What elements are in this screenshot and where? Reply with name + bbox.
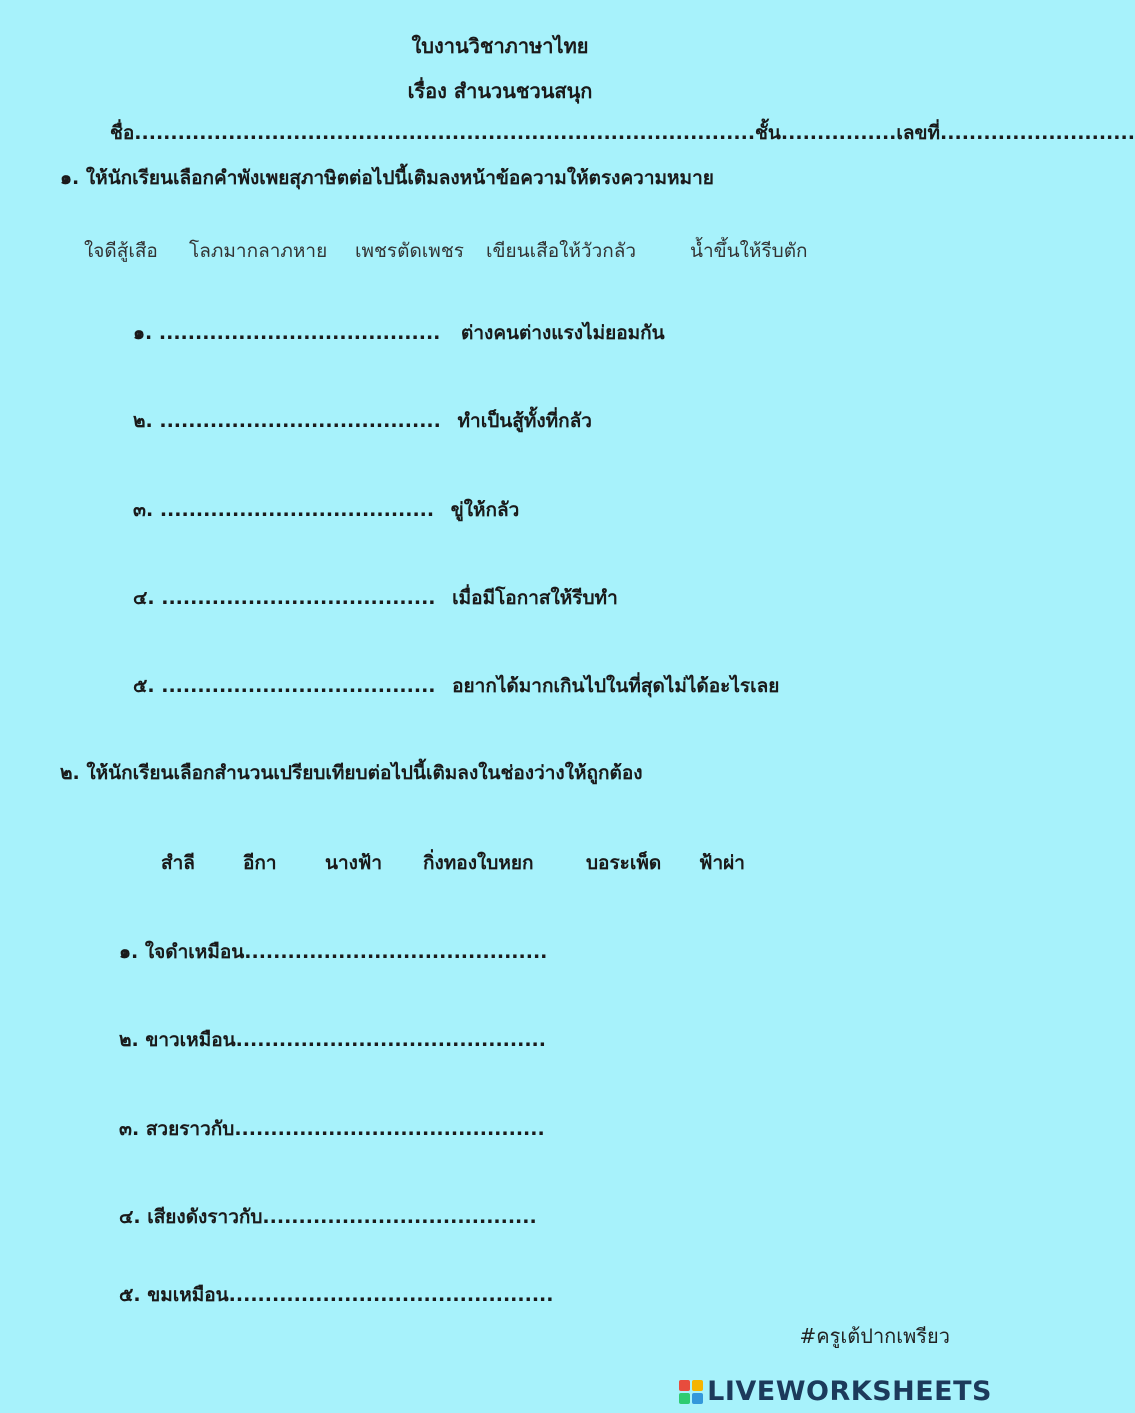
item-number: ๑. <box>133 322 153 344</box>
item-meaning: เมื่อมีโอกาสให้รีบทำ <box>452 587 618 609</box>
student-info-line: ชื่อ......................................................................................ชั้น................เลขที่........................... <box>110 122 1135 144</box>
section1-item-3 <box>133 495 519 525</box>
section2-bank-word-6: ฟ้าผ่า <box>699 852 745 874</box>
item-meaning: ขู่ให้กลัว <box>450 499 520 521</box>
section1-bank-word-5: น้ำขึ้นให้รีบตัก <box>690 240 808 262</box>
section1-item-5 <box>133 671 779 701</box>
section1-item-2 <box>133 406 592 436</box>
section2-item-2[interactable]: ๒. ขาวเหมือน........................................... <box>119 1029 546 1051</box>
section2-item-1[interactable]: ๑. ใจดำเหมือน.......................................... <box>119 941 548 963</box>
item-number: ๔. <box>133 587 155 609</box>
section2-item-4[interactable]: ๔. เสียงดังราวกับ...................................... <box>119 1206 537 1228</box>
section1-bank-word-2: โลภมากลาภหาย <box>189 240 328 262</box>
item-meaning: ต่างคนต่างแรงไม่ยอมกัน <box>461 322 665 344</box>
item-number: ๒. <box>133 410 153 432</box>
item-number: ๕. <box>133 675 155 697</box>
section1-instruction: ๑. ให้นักเรียนเลือกคำพังเพยสุภาษิตต่อไปนี้เติมลงหน้าข้อความให้ตรงความหมาย <box>60 167 714 189</box>
worksheet-title: ใบงานวิชาภาษาไทย <box>411 34 589 58</box>
worksheet-subtitle: เรื่อง สำนวนชวนสนุก <box>407 79 593 103</box>
liveworksheets-logo-icon <box>679 1380 703 1404</box>
answer-blank[interactable]: ...................................... <box>159 499 435 521</box>
section1-bank-word-1: ใจดีสู้เสือ <box>84 240 158 262</box>
answer-blank[interactable]: ...................................... <box>161 675 436 697</box>
item-meaning: อยากได้มากเกินไปในที่สุดไม่ได้อะไรเลย <box>452 675 780 697</box>
section2-item-3[interactable]: ๓. สวยราวกับ........................................... <box>119 1118 545 1140</box>
section1-bank-word-3: เพชรตัดเพชร <box>355 240 464 262</box>
section1-bank-word-4: เขียนเสือให้วัวกลัว <box>486 240 637 262</box>
item-meaning: ทำเป็นสู้ทั้งที่กลัว <box>457 410 592 432</box>
item-number: ๓. <box>133 499 154 521</box>
answer-blank[interactable]: ....................................... <box>158 322 441 344</box>
answer-blank[interactable]: ...................................... <box>161 587 436 609</box>
section2-bank-word-5: บอระเพ็ด <box>586 852 662 874</box>
section2-bank-word-3: นางฟ้า <box>325 852 383 874</box>
section2-instruction: ๒. ให้นักเรียนเลือกสำนวนเปรียบเทียบต่อไปนี้เติมลงในช่องว่างให้ถูกต้อง <box>60 762 643 784</box>
answer-blank[interactable]: ....................................... <box>159 410 441 432</box>
author-hashtag: #ครูเต้ปากเพรียว <box>799 1324 950 1348</box>
liveworksheets-logo[interactable] <box>679 1376 992 1407</box>
section2-bank-word-1: สำลี <box>161 852 195 874</box>
section1-item-4 <box>133 583 618 613</box>
section2-bank-word-2: อีกา <box>243 852 277 874</box>
section2-bank-word-4: กิ่งทองใบหยก <box>423 852 534 874</box>
logo-text: LIVEWORKSHEETS <box>707 1376 992 1407</box>
section1-item-1 <box>133 318 665 348</box>
section2-item-5[interactable]: ๕. ขมเหมือน............................................. <box>119 1284 554 1306</box>
